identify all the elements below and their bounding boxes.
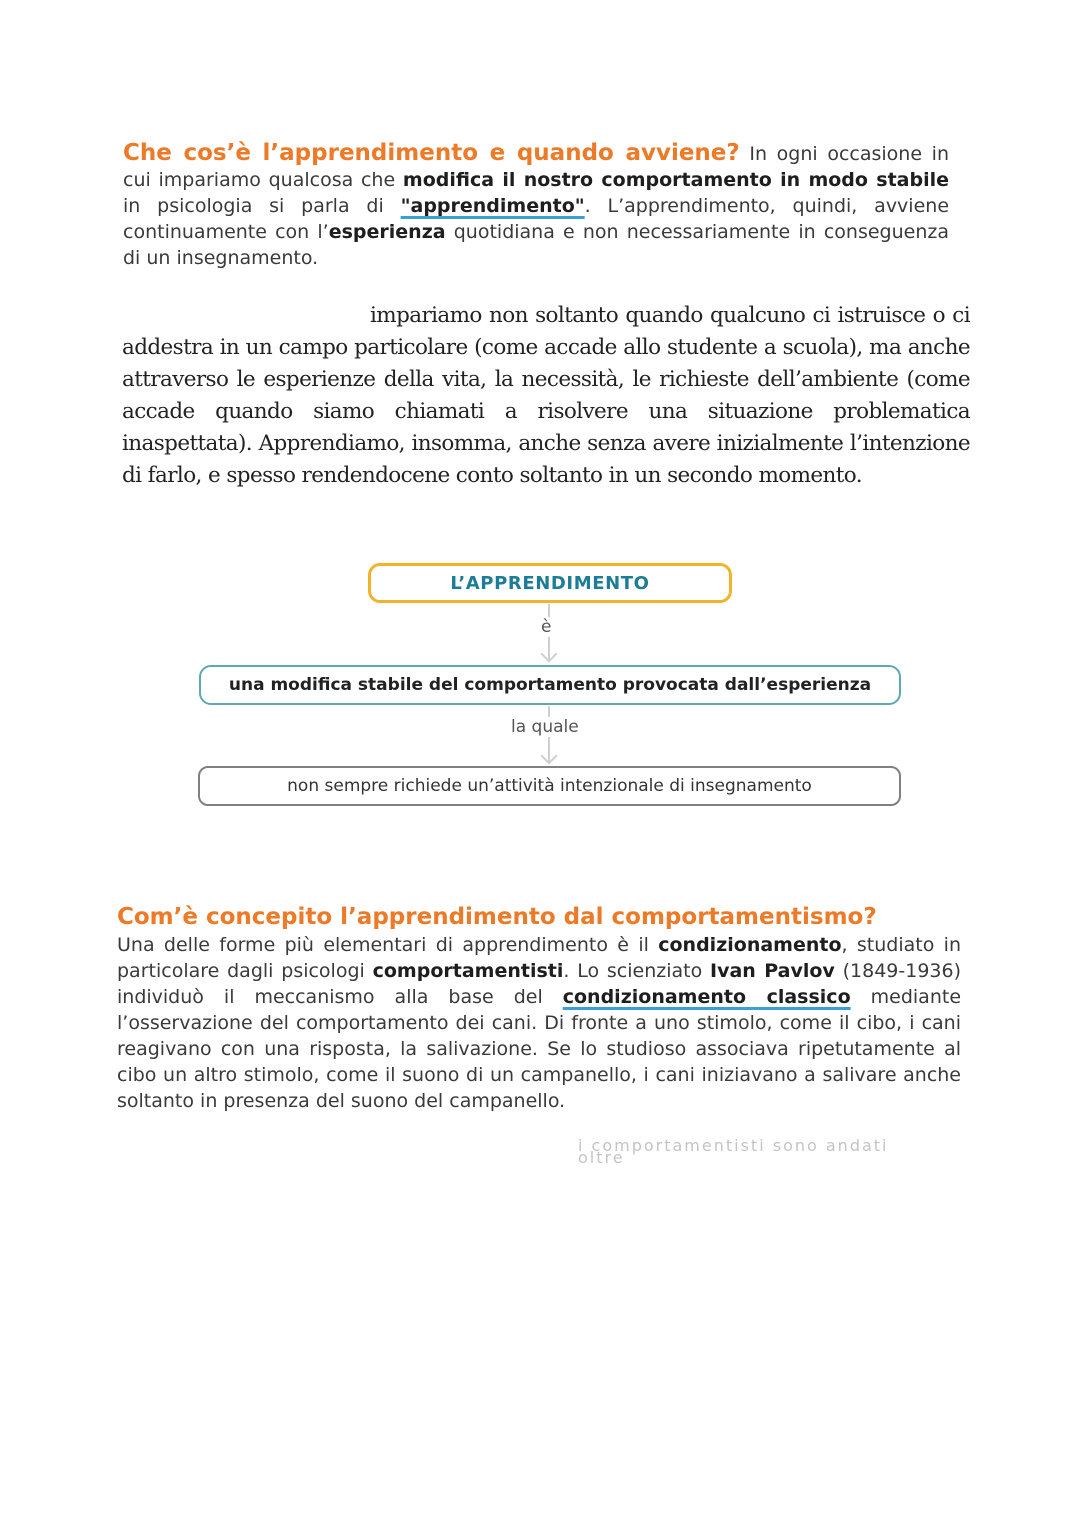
concept-box-top [368,563,732,603]
section-1-bold-2: esperienza [328,221,446,243]
section-1-text-2: in psicologia si parla di [123,195,401,217]
term-condizionamento-classico: condizionamento classico [562,986,851,1008]
arrow-down-icon [541,748,558,765]
concept-top-label: L’APPRENDIMENTO [450,572,650,594]
section-2-text-5: mediante l’osservazione del comportamento dei cani. Di fronte a uno stimolo, come il cibo, i cani reagivano con una risposta, la salivazione. Se lo studioso associava ripetutamente al cibo un altro stimolo, come il suono di un campanello, i cani iniziavano a salivare anche soltanto in presenza del suono del campanello. [117,986,962,1112]
section-2-text-3: . Lo scienziato [563,960,711,982]
section-2-text-1: Una delle forme più elementari di apprendimento è il [117,934,659,956]
cutoff-text: i comportamentisti sono andati oltre [578,1136,889,1167]
section-1-bold-1: modifica il nostro comportamento in modo stabile [402,169,949,191]
section-2-bold-1: condizionamento [658,934,842,956]
section-2-heading: Com’è concepito l’apprendimento dal comportamentismo? [117,904,877,930]
section-2-bold-3: Ivan Pavlov [710,960,835,982]
textbook-excerpt [122,300,970,492]
arrow-down-icon [541,646,558,663]
section-1-text-1: In ogni occasione in cui impariamo qualcosa che [123,143,949,191]
section-1-heading: Che cos’è l’apprendimento e quando avviene? [123,140,740,166]
section-2-text-2: , studiato in particolare dagli psicologi [117,934,962,982]
section-2 [117,902,961,1114]
section-1-paragraph [123,140,949,271]
concept-box-middle [199,665,901,705]
section-2-paragraph [117,932,961,1114]
connector-1-label: è [538,617,554,637]
concept-box-bottom [198,766,901,806]
section-1 [123,140,949,271]
concept-bottom-label: non sempre richiede un’attività intenzionale di insegnamento [287,776,812,796]
section-2-bold-2: comportamentisti [372,960,564,982]
section-1-text-3: . L’apprendimento, quindi, avviene continuamente con l’ [123,195,950,243]
excerpt-paragraph: impariamo non soltanto quando qualcuno ci istruisce o ci addestra in un campo particolare (come accade allo studente a scuola), ma anche attraverso le esperienze della vita, la necessità, le richieste dell’ambiente (come accade quando siamo chiamati a risolvere una situazione problematica inaspettata). Apprendiamo, insomma, anche senza avere inizialmente l’intenzione di farlo, e spesso rendendocene conto soltanto in un secondo momento. [122,303,970,488]
term-apprendimento: "apprendimento" [400,195,585,217]
connector-2-label: la quale [508,717,582,737]
section-1-text-4: quotidiana e non necessariamente in conseguenza di un insegnamento. [123,221,949,269]
concept-middle-label: una modifica stabile del comportamento provocata dall’esperienza [228,675,872,695]
section-2-text-4: (1849-1936) individuò il meccanismo alla base del [117,960,961,1008]
